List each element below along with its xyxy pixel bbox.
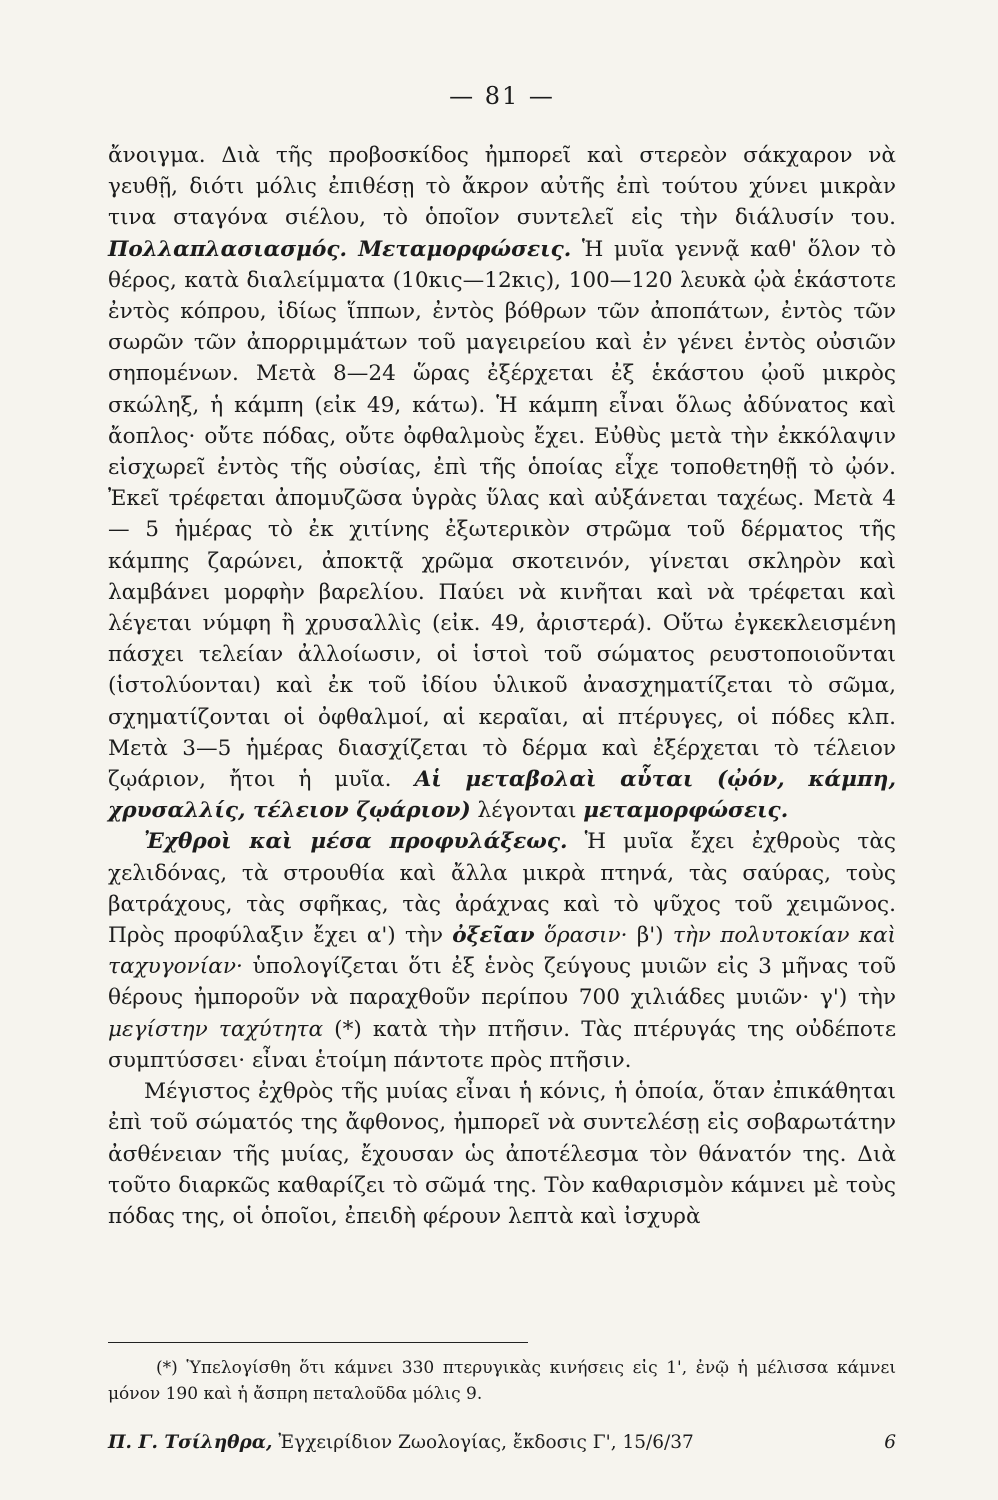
text-run: Ἡ μυῖα γεννᾷ καθ' ὅλον τὸ θέρος, κατὰ διαλείμματα (10κις—12κις), 100—120 λευκὰ ᾠὰ ἑκάστοτε ἐντὸς κόπρου, ἰδίως ἵππων, ἐντὸς βόθρων τῶν ἀποπάτων, ἐντὸς τῶν σωρῶν τῶν ἀπορριμμάτων τοῦ μαγειρείου καὶ ἐν γένει ἐντὸς οὐσιῶν σηπομένων. Μετὰ 8—24 ὥρας ἐξέρχεται ἐξ ἑκάστου ᾠοῦ μικρὸς σκώληξ, ἡ κάμπη (εἰκ 49, κάτω). Ἡ κάμπη εἶναι ὅλως ἀδύνατος καὶ ἄοπλος· οὔτε πόδας, οὔτε ὀφθαλμοὺς ἔχει. Εὐθὺς μετὰ τὴν ἐκκόλαψιν εἰσχωρεῖ ἐντὸς τῆς οὐσίας, ἐπὶ τῆς ὁποίας εἶχε τοποθετηθῇ τὸ ᾠόν. Ἐκεῖ τρέφεται ἀπομυζῶσα ὑγρὰς ὕλας καὶ αὐξάνεται ταχέως. Μετὰ 4 — 5 ἡμέρας τὸ ἐκ χιτίνης ἐξωτερικὸν στρῶμα τοῦ δέρματος τῆς κάμπης ζαρώνει, ἀποκτᾷ χρῶμα σκοτεινόν, γίνεται σκληρὸν καὶ λαμβάνει μορφὴν βαρελίου. Παύει νὰ κινῆται καὶ νὰ τρέφεται καὶ λέγεται νύμφη ἢ χρυσαλλὶς (εἰκ. 49, ἀριστερά). Οὕτω ἐγκεκλεισμένη πάσχει τελείαν ἀλλοίωσιν, οἱ ἱστοὶ τοῦ σώματος ρευστοποιοῦνται (ἱστολύονται) καὶ ἐκ τοῦ ἰδίου ὑλικοῦ ἀνασχηματίζεται τὸ σῶμα, σχηματίζονται οἱ ὀφθαλμοί, αἱ κεραῖαι, αἱ πτέρυγες, οἱ πόδες κλπ. Μετὰ 3—5 ἡμέρας διασχίζεται τὸ δέρμα καὶ ἐξέρχεται τὸ τέλειον ζῳάριον, ἤτοι ἡ μυῖα. [108, 236, 896, 793]
text-run: β') [627, 923, 673, 949]
text-run: Ἐχθροὶ καὶ μέσα προφυλάξεως. [144, 829, 568, 855]
text-run: μεταμορφώσεις. [583, 798, 789, 824]
text-run: τὴν πολυτοκίαν καὶ ταχυγονίαν· [108, 923, 896, 980]
text-run: ὀξεῖαν [452, 923, 535, 949]
footnote-area [108, 1342, 896, 1407]
paragraph [108, 140, 896, 826]
text-run: Μέγιστος ἐχθρὸς τῆς μυίας εἶναι ἡ κόνις, ἡ ὁποία, ὅταν ἐπικάθηται ἐπὶ τοῦ σώματός της ἄφθονος, ἠμπορεῖ νὰ συντελέσῃ εἰς σοβαρωτάτην ἀσθένειαν τῆς μυίας, ἔχουσαν ὡς ἀποτέλεσμα τὸν θάνατόν της. Διὰ τοῦτο διαρκῶς καθαρίζει τὸ σῶμά της. Τὸν καθαρισμὸν κάμνει μὲ τοὺς πόδας της, οἱ ὁποῖοι, ἐπειδὴ φέρουν λεπτὰ καὶ ἰσχυρὰ [108, 1079, 896, 1229]
footnote: (*) Ὑπελογίσθη ὅτι κάμνει 330 πτερυγικὰς κινήσεις εἰς 1', ἐνῷ ἡ μέλισσα κάμνει μόνον 190 καὶ ἡ ἄσπρη πεταλοῦδα μόλις 9. [108, 1358, 896, 1404]
body-text [108, 140, 896, 1232]
text-run: λέγονται [470, 798, 584, 824]
text-run: ὅρασιν· [534, 923, 628, 949]
signature-author: Π. Γ. Τσίληθρα, [108, 1432, 273, 1453]
text-run: ἄνοιγμα. Διὰ τῆς προβοσκίδος ἠμπορεῖ καὶ στερεὸν σάκχαρον νὰ γευθῇ, διότι μόλις ἐπιθέσῃ τὸ ἄκρον αὐτῆς ἐπὶ τούτου χύνει μικρὰν τινα σταγόνα σιέλου, τὸ ὁποῖον συντελεῖ εἰς τὴν διάλυσίν του. [108, 143, 896, 231]
signature-book: Ἐγχειρίδιον Ζωολογίας, ἔκδοσις Γ', 15/6/37 [278, 1432, 694, 1453]
text-run: Ἡ μυῖα ἔχει ἐχθροὺς τὰς χελιδόνας, τὰ στρουθία καὶ ἄλλα μικρὰ πτηνά, τὰς σαύρας, τοὺς βατράχους, τὰς σφῆκας, τὰς ἀράχνας καὶ τὸ ψῦχος τοῦ χειμῶνος. Πρὸς προφύλαξιν ἔχει α') τὴν [108, 829, 896, 949]
page-number: — 81 — [449, 82, 555, 110]
footnote-rule [108, 1342, 528, 1343]
text-run: μεγίστην ταχύτητα [108, 1016, 324, 1042]
paragraph [108, 1076, 896, 1232]
paragraph [108, 826, 896, 1076]
text-run: (*) κατὰ τὴν πτῆσιν. Τὰς πτέρυγάς της οὐδέποτε συμπτύσσει· εἶναι ἑτοίμη πάντοτε πρὸς πτῆσιν. [108, 1016, 897, 1073]
signature-sheet-number: 6 [884, 1432, 896, 1453]
text-run: Πολλαπλασιασμός. Μεταμορφώσεις. [108, 236, 572, 262]
text-run: Αἱ μεταβολαὶ αὗται (ᾠόν, κάμπη, χρυσαλλίς, τέλειον ζῳάριον) [108, 767, 896, 824]
signature-line [108, 1432, 896, 1453]
text-run: ὑπολογίζεται ὅτι ἐξ ἑνὸς ζεύγους μυιῶν εἰς 3 μῆνας τοῦ θέρους ἠμποροῦν νὰ παραχθοῦν περίπου 700 χιλιάδες μυιῶν· γ') τὴν [108, 954, 896, 1011]
